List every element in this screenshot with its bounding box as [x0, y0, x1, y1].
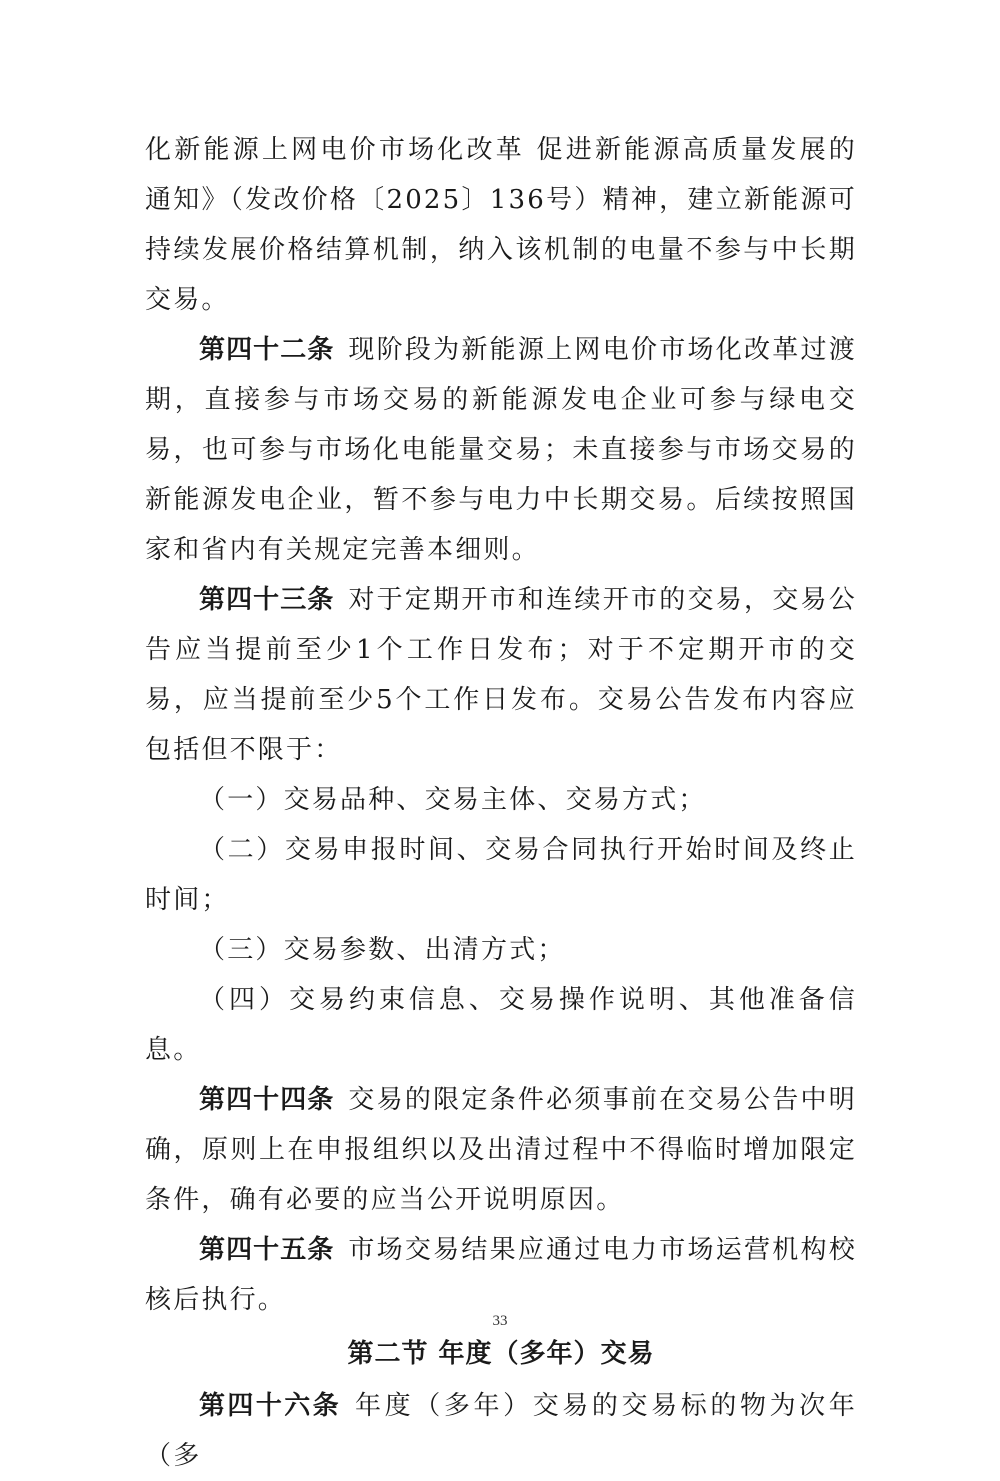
list-item-1: （一）交易品种、交易主体、交易方式；	[199, 785, 707, 815]
article-number: 第四十六条	[199, 1391, 342, 1421]
paragraph-continuation	[145, 125, 857, 325]
list-item-4: （四）交易约束信息、交易操作说明、其他准备信息。	[145, 985, 857, 1065]
body-text	[145, 125, 857, 1481]
article-number: 第四十五条	[199, 1235, 335, 1265]
article-45	[145, 1225, 857, 1325]
article-text: 现阶段为新能源上网电价市场化改革过渡期，直接参与市场交易的新能源发电企业可参与绿电交易，也可参与市场化电能量交易；未直接参与市场交易的新能源发电企业，暂不参与电力中长期交易。后续按照国家和省内有关规定完善本细则。	[145, 335, 857, 565]
paragraph-text: 化新能源上网电价市场化改革 促进新能源高质量发展的通知》（发改价格〔2025〕136号）精神，建立新能源可持续发展价格结算机制，纳入该机制的电量不参与中长期交易。	[145, 135, 857, 315]
article-43	[145, 575, 857, 775]
section-title: 第二节 年度（多年）交易	[347, 1339, 655, 1369]
article-number: 第四十二条	[199, 335, 335, 365]
article-46	[145, 1381, 857, 1481]
article-text: 对于定期开市和连续开市的交易，交易公告应当提前至少1个工作日发布；对于不定期开市的交易，应当提前至少5个工作日发布。交易公告发布内容应包括但不限于：	[145, 585, 857, 765]
article-42	[145, 325, 857, 575]
article-text: 市场交易结果应通过电力市场运营机构校核后执行。	[145, 1235, 857, 1315]
article-text: 年度（多年）交易的交易标的物为次年（多	[145, 1391, 857, 1471]
list-item-2: （二）交易申报时间、交易合同执行开始时间及终止时间；	[145, 835, 857, 915]
article-number: 第四十三条	[199, 585, 335, 615]
list-item-3: （三）交易参数、出清方式；	[199, 935, 566, 965]
article-text: 交易的限定条件必须事前在交易公告中明确，原则上在申报组织以及出清过程中不得临时增加限定条件，确有必要的应当公开说明原因。	[145, 1085, 857, 1215]
page-number: 33	[492, 1313, 508, 1329]
article-44	[145, 1075, 857, 1225]
article-number: 第四十四条	[199, 1085, 335, 1115]
